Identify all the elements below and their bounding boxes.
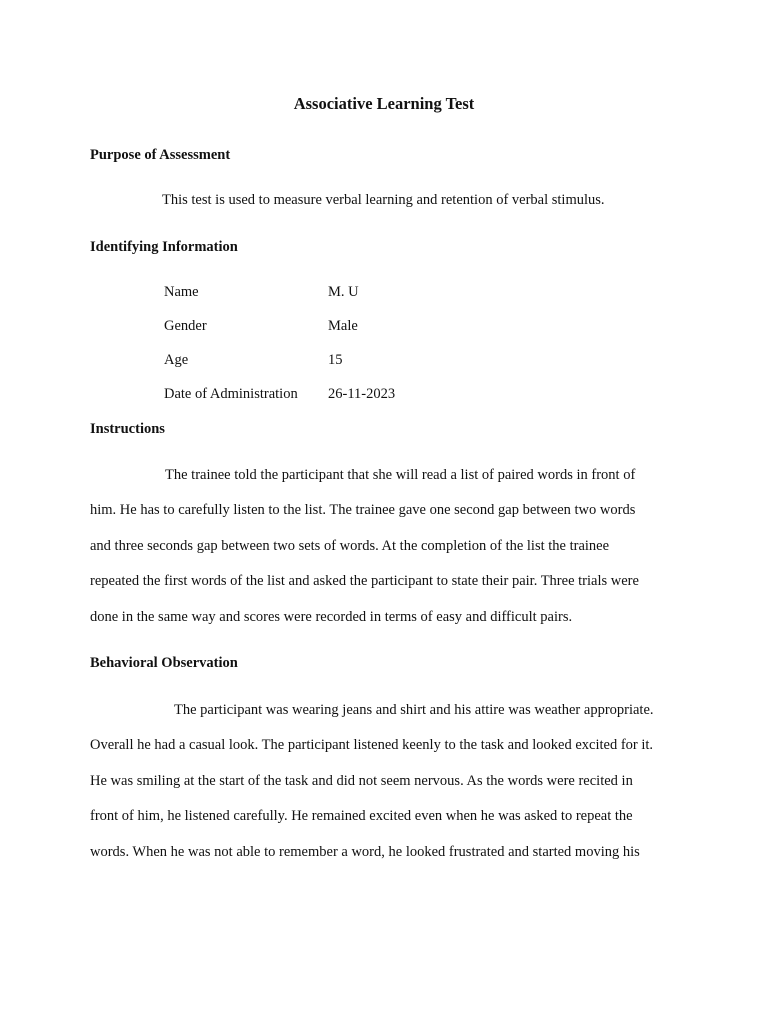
info-value: 15: [328, 352, 343, 368]
info-row-date: [164, 385, 395, 419]
observation-line: The participant was wearing jeans and shirt and his attire was weather appropriate.: [174, 702, 654, 718]
instructions-line: him. He has to carefully listen to the list. The trainee gave one second gap between two words: [90, 502, 636, 518]
instructions-heading: Instructions: [90, 421, 165, 437]
info-value: M. U: [328, 284, 359, 300]
info-value: Male: [328, 318, 358, 334]
observation-heading: Behavioral Observation: [90, 655, 238, 671]
instructions-line: repeated the first words of the list and asked the participant to state their pair. Three trials were: [90, 573, 639, 589]
purpose-heading: Purpose of Assessment: [90, 147, 231, 163]
document-title: Associative Learning Test: [293, 94, 475, 113]
info-label: Name: [164, 284, 199, 300]
observation-line: Overall he had a casual look. The participant listened keenly to the task and looked excited for it.: [90, 737, 654, 753]
instructions-line: The trainee told the participant that she will read a list of paired words in front of: [165, 467, 636, 483]
info-row-name: [164, 283, 395, 317]
info-row-gender: [164, 317, 395, 351]
purpose-text: This test is used to measure verbal learning and retention of verbal stimulus.: [162, 192, 605, 208]
observation-line: words. When he was not able to remember a word, he looked frustrated and started moving his: [90, 844, 640, 860]
info-label: Date of Administration: [164, 386, 298, 402]
info-label: Gender: [164, 318, 207, 334]
info-row-age: [164, 351, 395, 385]
info-label: Age: [164, 352, 189, 368]
identifying-info-table: [164, 283, 395, 419]
instructions-line: and three seconds gap between two sets of words. At the completion of the list the trainee: [90, 538, 610, 554]
info-value: 26-11-2023: [328, 386, 396, 402]
identifying-heading: Identifying Information: [90, 239, 238, 255]
instructions-line: done in the same way and scores were recorded in terms of easy and difficult pairs.: [90, 609, 573, 625]
observation-line: He was smiling at the start of the task and did not seem nervous. As the words were recited in: [90, 773, 633, 789]
observation-line: front of him, he listened carefully. He remained excited even when he was asked to repeat the: [90, 808, 633, 824]
